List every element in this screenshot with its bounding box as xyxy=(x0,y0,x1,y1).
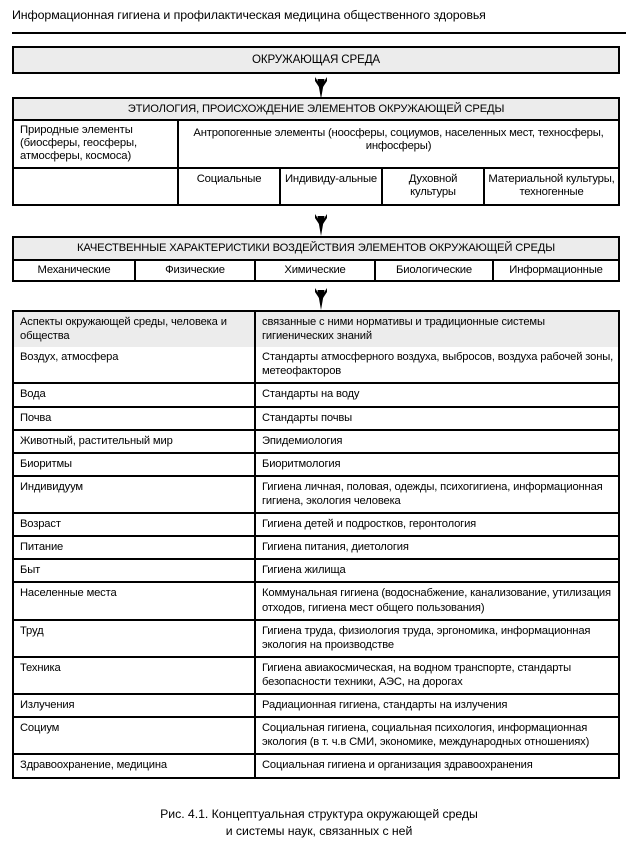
standards-cell: Гигиена личная, половая, одежды, психогигиена, информационная гигиена, экология человека xyxy=(254,477,618,512)
arrow-down-3 xyxy=(310,288,332,310)
standards-cell: Социальная гигиена, социальная психология, информационная экология (в т. ч.в СМИ, экономике, международных отношениях) xyxy=(254,718,618,753)
table-row xyxy=(14,347,618,382)
characteristic-chemical: Химические xyxy=(254,261,374,280)
subtype-material-culture: Материальной культуры, техногенные xyxy=(483,169,618,204)
standards-cell: Стандарты атмосферного воздуха, выбросов, воздуха рабочей зоны, метеофакторов xyxy=(254,347,618,382)
table-row xyxy=(14,753,618,776)
figure-caption-line-1: Рис. 4.1. Концептуальная структура окружающей среды xyxy=(160,807,478,821)
qualitative-characteristics-row xyxy=(14,259,618,280)
aspect-cell: Воздух, атмосфера xyxy=(20,351,119,364)
standards-cell: Гигиена питания, диетология xyxy=(254,537,618,558)
subtype-social: Социальные xyxy=(177,169,279,204)
aspects-table-body xyxy=(14,347,618,776)
qualitative-band-title: КАЧЕСТВЕННЫЕ ХАРАКТЕРИСТИКИ ВОЗДЕЙСТВИЯ ЭЛЕМЕНТОВ ОКРУЖАЮЩЕЙ СРЕДЫ xyxy=(14,238,618,259)
aspect-cell: Животный, растительный мир xyxy=(20,434,173,447)
etiology-subtypes-row xyxy=(14,167,618,204)
anthropogenic-elements-cell: Антропогенные элементы (ноосферы, социумов, населенных мест, техносферы, инфосферы) xyxy=(177,121,618,167)
characteristic-mechanical: Механические xyxy=(37,264,111,276)
aspect-cell: Быт xyxy=(20,564,41,577)
header-standards: связанные с ними нормативы и традиционные системы гигиенических знаний xyxy=(254,312,618,347)
table-row xyxy=(14,406,618,429)
characteristic-informational: Информационные xyxy=(492,261,618,280)
qualitative-block xyxy=(12,236,620,282)
aspect-cell: Населенные места xyxy=(20,587,117,600)
aspects-table xyxy=(12,310,620,779)
header-aspects: Аспекты окружающей среды, человека и общества xyxy=(20,316,227,343)
standards-cell: Коммунальная гигиена (водоснабжение, канализование, утилизация отходов, гигиена мест общего пользования) xyxy=(254,583,618,618)
aspect-cell: Возраст xyxy=(20,518,61,531)
aspects-table-header-row xyxy=(14,312,618,347)
table-row xyxy=(14,535,618,558)
aspect-cell: Здравоохранение, медицина xyxy=(20,759,167,772)
aspect-cell: Излучения xyxy=(20,699,75,712)
arrow-down-1 xyxy=(310,77,332,99)
aspect-cell: Вода xyxy=(20,388,46,401)
natural-elements-cell: Природные элементы (биосферы, геосферы, атмосферы, космоса) xyxy=(20,124,137,162)
standards-cell: Гигиена труда, физиология труда, эргономика, информационная экология на производстве xyxy=(254,621,618,656)
table-row xyxy=(14,512,618,535)
table-row xyxy=(14,452,618,475)
arrow-down-2 xyxy=(310,214,332,236)
standards-cell: Радиационная гигиена, стандарты на излучения xyxy=(254,695,618,716)
running-head-rule xyxy=(12,32,626,34)
table-row xyxy=(14,716,618,753)
standards-cell: Эпидемиология xyxy=(254,431,618,452)
table-row xyxy=(14,581,618,618)
standards-cell: Биоритмология xyxy=(254,454,618,475)
etiology-origin-row xyxy=(14,119,618,167)
subtype-individual: Индивиду-альные xyxy=(279,169,381,204)
standards-cell: Стандарты почвы xyxy=(254,408,618,429)
table-row xyxy=(14,475,618,512)
aspect-cell: Индивидуум xyxy=(20,480,83,493)
figure-caption-line-2: и системы наук, связанных с ней xyxy=(225,823,413,838)
environment-band-title: ОКРУЖАЮЩАЯ СРЕДА xyxy=(14,48,618,72)
environment-block xyxy=(12,46,620,74)
etiology-band-title: ЭТИОЛОГИЯ, ПРОИСХОЖДЕНИЕ ЭЛЕМЕНТОВ ОКРУЖАЮЩЕЙ СРЕДЫ xyxy=(14,99,618,119)
characteristic-biological: Биологические xyxy=(374,261,492,280)
table-row xyxy=(14,558,618,581)
aspect-cell: Труд xyxy=(20,624,44,637)
subtype-spiritual-culture: Духовной культуры xyxy=(381,169,483,204)
table-row xyxy=(14,693,618,716)
standards-cell: Стандарты на воду xyxy=(254,384,618,405)
standards-cell: Социальная гигиена и организация здравоохранения xyxy=(254,755,618,776)
standards-cell: Гигиена жилища xyxy=(254,560,618,581)
characteristic-physical: Физические xyxy=(134,261,254,280)
etiology-block xyxy=(12,97,620,206)
figure-caption xyxy=(12,806,626,839)
aspect-cell: Биоритмы xyxy=(20,457,72,470)
aspect-cell: Питание xyxy=(20,541,64,554)
aspect-cell: Социум xyxy=(20,722,60,735)
table-row xyxy=(14,619,618,656)
standards-cell: Гигиена авиакосмическая, на водном транспорте, стандарты безопасности техники, АЭС, на дорогах xyxy=(254,658,618,693)
running-head: Информационная гигиена и профилактическая медицина общественного здоровья xyxy=(12,8,486,22)
table-row xyxy=(14,429,618,452)
standards-cell: Гигиена детей и подростков, геронтология xyxy=(254,514,618,535)
aspect-cell: Техника xyxy=(20,661,61,674)
table-row xyxy=(14,656,618,693)
aspect-cell: Почва xyxy=(20,411,52,424)
subtypes-blank-cell xyxy=(14,169,177,204)
table-row xyxy=(14,382,618,405)
